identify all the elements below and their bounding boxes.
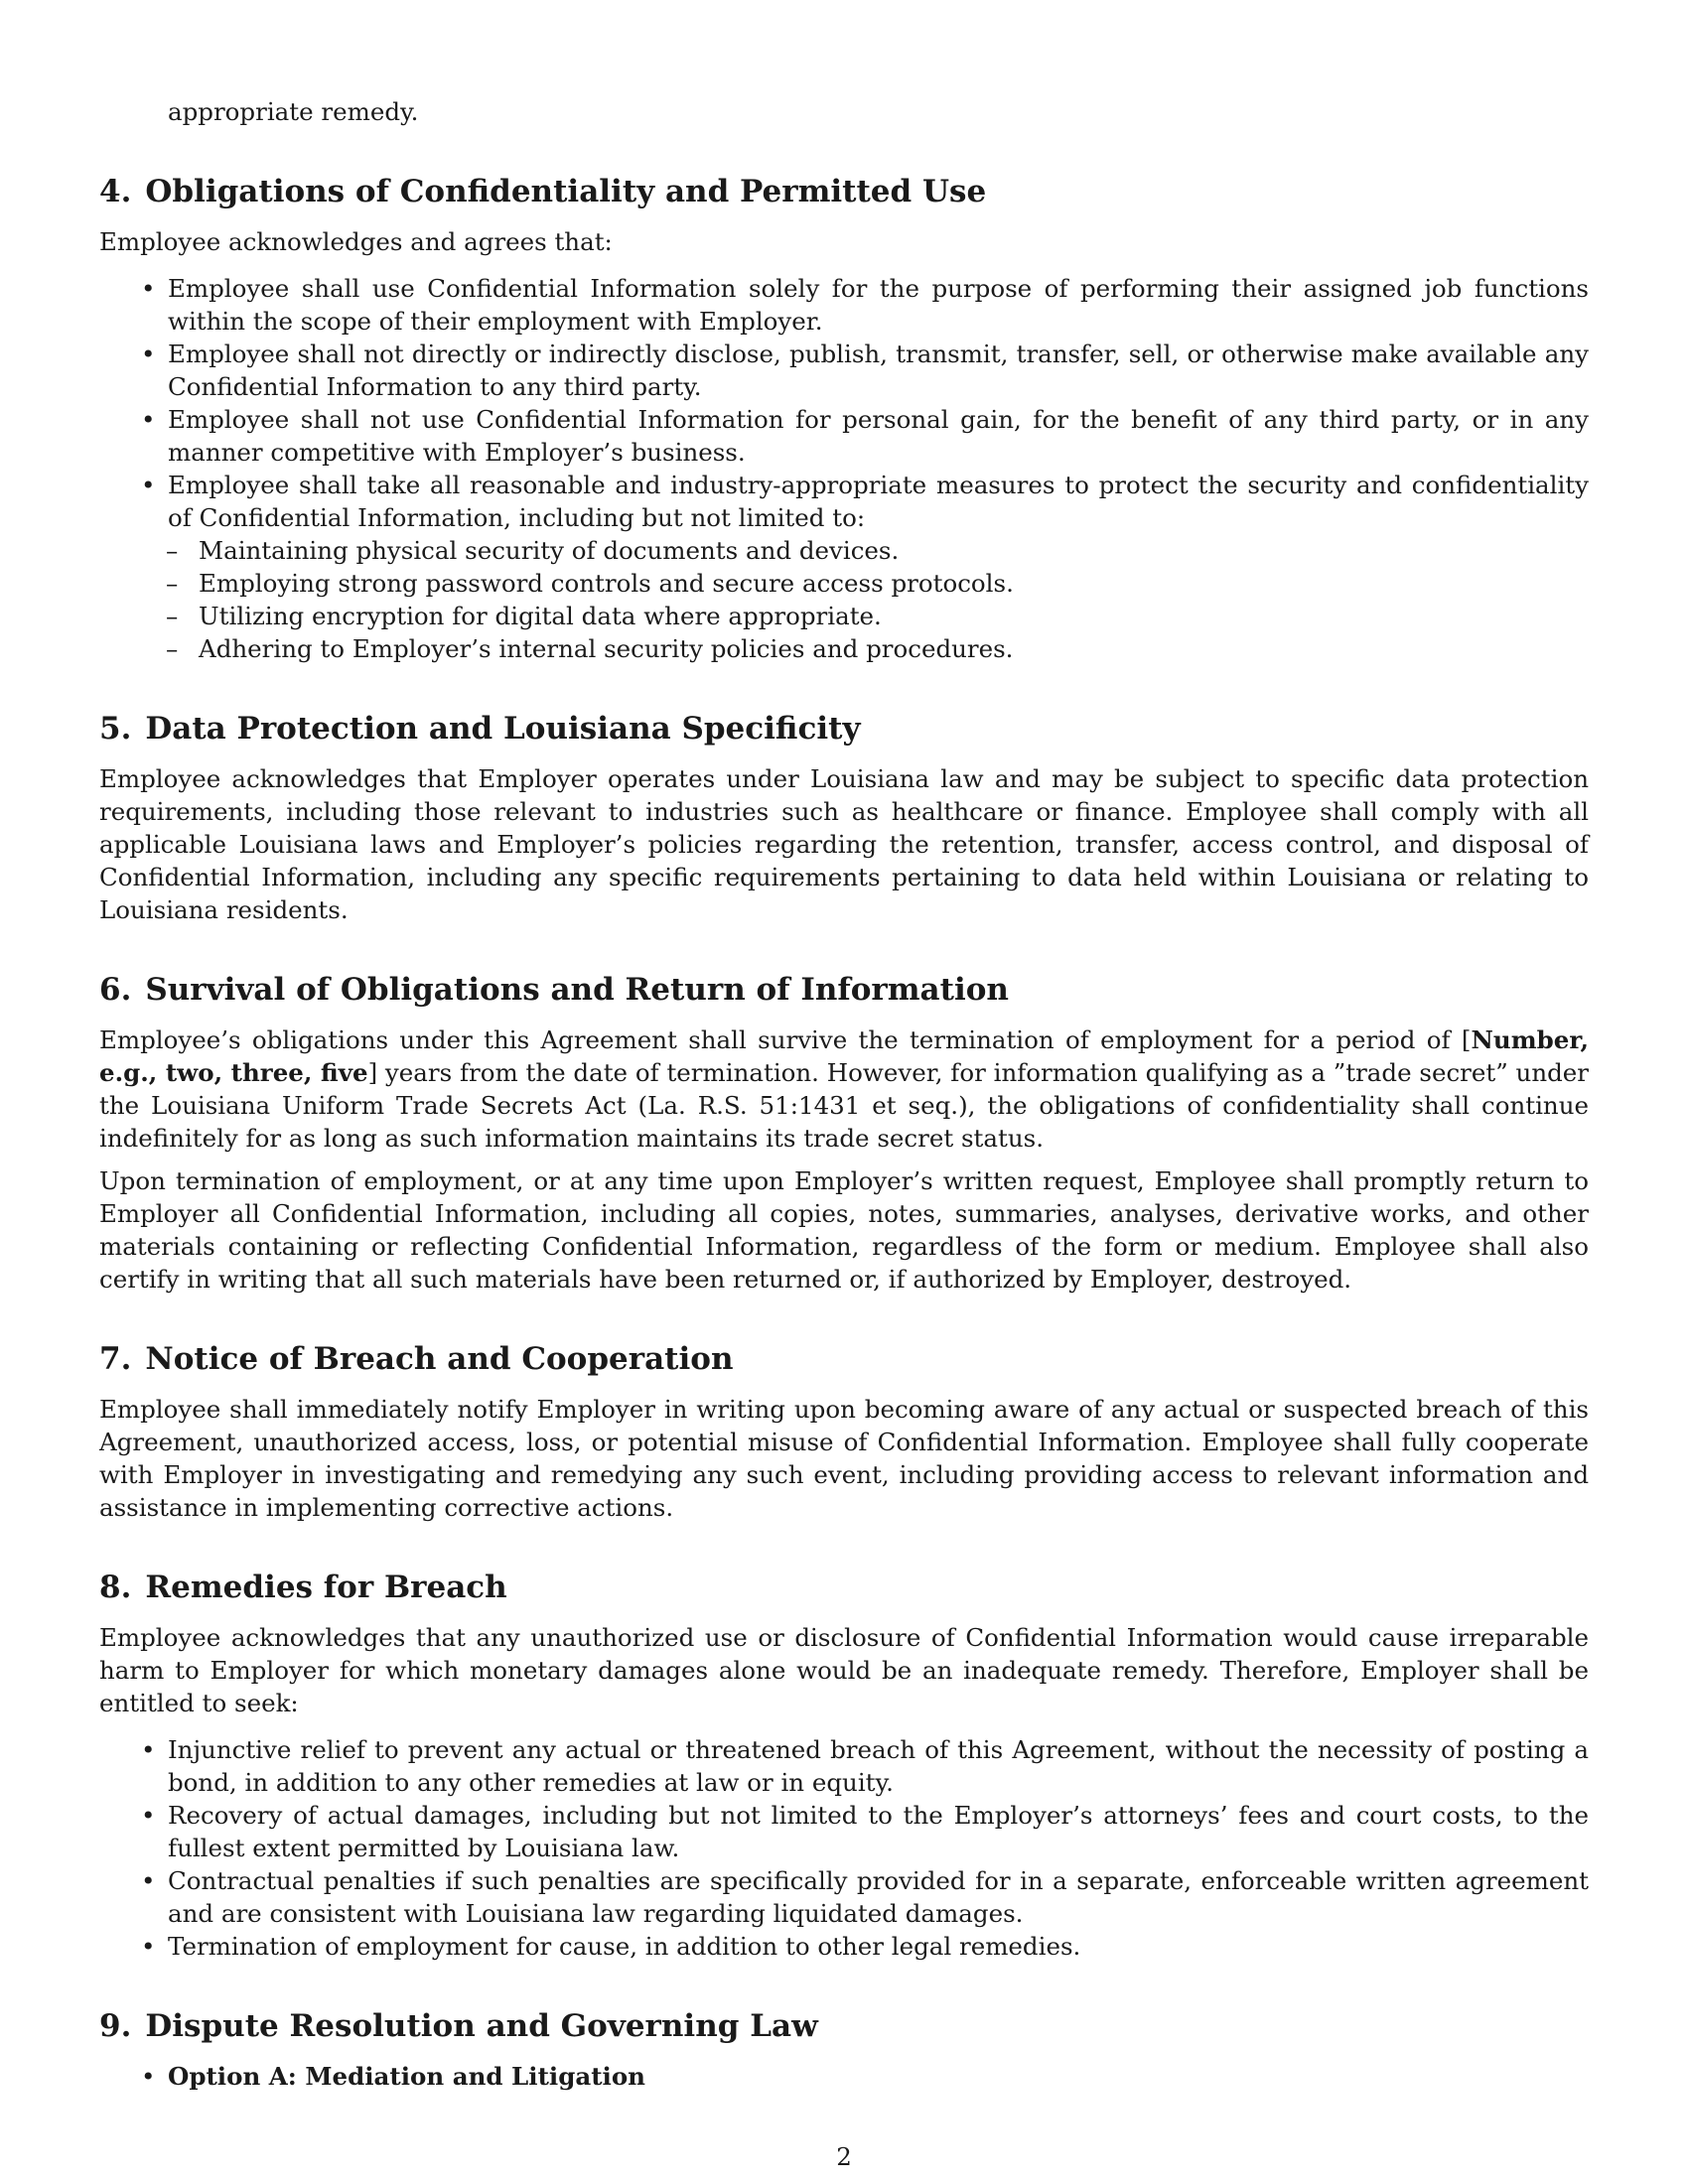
dash-icon: – (166, 569, 179, 598)
section-4 (99, 172, 1589, 665)
section-9 (99, 2006, 1589, 2093)
sub-list-item (138, 567, 1589, 600)
list-item (99, 1864, 1589, 1930)
section-8-heading (99, 1568, 1589, 1607)
sub-list-item-text: Employing strong password controls and secure access protocols. (199, 569, 1014, 598)
list-item (99, 272, 1589, 338)
bullet-icon: • (141, 340, 156, 368)
section-4-intro: Employee acknowledges and agrees that: (99, 227, 613, 256)
bullet-icon: • (141, 274, 156, 303)
bullet-icon: • (141, 1735, 156, 1764)
document-page (99, 95, 1589, 2091)
list-item-text: Employee shall use Confidential Information solely for the purpose of performing their assigned job functions within the scope of their employment with Employer. (168, 274, 1589, 336)
section-5 (99, 709, 1589, 926)
bullet-icon: • (141, 1801, 156, 1830)
section-7-paragraph: Employee shall immediately notify Employer in writing upon becoming aware of any actual or suspected breach of this Agreement, unauthorized access, loss, or potential misuse of Confidential Information. Employee shall fully cooperate with Employer in investigating and remedying any such event, including providing access to relevant information and assistance in implementing corrective actions. (99, 1395, 1589, 1522)
sub-list-item (138, 600, 1589, 632)
section-7-heading (99, 1339, 1589, 1379)
section-7 (99, 1339, 1589, 1524)
section-5-number: 5. (99, 711, 132, 747)
section-5-heading (99, 709, 1589, 749)
continuation-text: appropriate remedy. (168, 97, 419, 126)
section-5-title: Data Protection and Louisiana Specificity (145, 711, 861, 747)
dash-icon: – (166, 536, 179, 565)
section-9-title: Dispute Resolution and Governing Law (145, 2008, 818, 2044)
section-6-placeholder: Number, e.g., two, three, five (99, 1025, 1589, 1087)
section-7-title: Notice of Breach and Cooperation (145, 1341, 734, 1377)
section-4-heading (99, 172, 1589, 211)
list-item (99, 2060, 1589, 2093)
list-item-text: Injunctive relief to prevent any actual or threatened breach of this Agreement, without the necessity of posting a bond, in addition to any other remedies at law or in equity. (168, 1735, 1589, 1797)
section-5-paragraph: Employee acknowledges that Employer operates under Louisiana law and may be subject to specific data protection requirements, including those relevant to industries such as healthcare or finance. Employee shall comply with all applicable Louisiana laws and Employer’s policies regarding the retention, transfer, access control, and disposal of Confidential Information, including any specific requirements pertaining to data held within Louisiana or relating to Louisiana residents. (99, 764, 1589, 924)
bullet-icon: • (141, 1866, 156, 1895)
section-9-list (99, 2060, 1589, 2093)
section-8-number: 8. (99, 1570, 132, 1605)
section-4-title: Obligations of Confidentiality and Permitted Use (145, 174, 987, 209)
list-item-text: Employee shall not directly or indirectly disclose, publish, transmit, transfer, sell, or otherwise make available any Confidential Information to any third party. (168, 340, 1589, 401)
page-number: 2 (836, 2142, 852, 2171)
section-4-sublist (168, 534, 1589, 665)
list-item-text: Employee shall not use Confidential Information for personal gain, for the benefit of any third party, or in any manner competitive with Employer’s business. (168, 405, 1589, 467)
section-6-number: 6. (99, 972, 132, 1008)
list-item (99, 403, 1589, 469)
sub-list-item-text: Adhering to Employer’s internal security policies and procedures. (199, 634, 1014, 663)
section-6-p1-start: Employee’s obligations under this Agreement shall survive the termination of employment for a period of [ (99, 1025, 1472, 1054)
option-a-label: Option A: Mediation and Litigation (168, 2062, 645, 2091)
list-item (99, 1799, 1589, 1864)
sub-list-item (138, 534, 1589, 567)
section-4-list (99, 272, 1589, 665)
section-8-list (99, 1733, 1589, 1963)
list-item-text: Employee shall take all reasonable and industry-appropriate measures to protect the security and confidentiality of Confidential Information, including but not limited to: (168, 471, 1589, 532)
section-6-title: Survival of Obligations and Return of Information (145, 972, 1009, 1008)
sub-list-item-text: Maintaining physical security of documents and devices. (199, 536, 900, 565)
list-item (99, 1930, 1589, 1963)
list-item (99, 469, 1589, 665)
bullet-icon: • (141, 405, 156, 434)
sub-list-item-text: Utilizing encryption for digital data where appropriate. (199, 602, 882, 630)
section-6-paragraph-1 (99, 1024, 1589, 1155)
list-item (99, 1733, 1589, 1799)
section-9-heading (99, 2006, 1589, 2046)
dash-icon: – (166, 634, 179, 663)
section-8-paragraph: Employee acknowledges that any unauthorized use or disclosure of Confidential Information would cause irreparable harm to Employer for which monetary damages alone would be an inadequate remedy. Therefore, Employer shall be entitled to seek: (99, 1623, 1589, 1717)
section-8 (99, 1568, 1589, 1963)
section-4-number: 4. (99, 174, 132, 209)
section-7-number: 7. (99, 1341, 132, 1377)
list-item-text: Contractual penalties if such penalties are specifically provided for in a separate, enforceable written agreement and are consistent with Louisiana law regarding liquidated damages. (168, 1866, 1589, 1928)
section-9-number: 9. (99, 2008, 132, 2044)
section-6 (99, 970, 1589, 1296)
dash-icon: – (166, 602, 179, 630)
list-item-text: Termination of employment for cause, in addition to other legal remedies. (168, 1932, 1081, 1961)
list-item (99, 338, 1589, 403)
section-6-heading (99, 970, 1589, 1010)
section-8-title: Remedies for Breach (145, 1570, 507, 1605)
bullet-icon: • (141, 2062, 156, 2091)
section-6-p1-end: ] years from the date of termination. However, for information qualifying as a ”trade secret” under the Louisiana Uniform Trade Secrets Act (La. R.S. 51:1431 et seq.), the obligations of confidentiality shall continue indefinitely for as long as such information maintains its trade secret status. (99, 1058, 1589, 1153)
list-item-text: Recovery of actual damages, including but not limited to the Employer’s attorneys’ fees and court costs, to the fullest extent permitted by Louisiana law. (168, 1801, 1589, 1862)
section-6-paragraph-2: Upon termination of employment, or at any time upon Employer’s written request, Employee shall promptly return to Employer all Confidential Information, including all copies, notes, summaries, analyses, derivative works, and other materials containing or reflecting Confidential Information, regardless of the form or medium. Employee shall also certify in writing that all such materials have been returned or, if authorized by Employer, destroyed. (99, 1166, 1589, 1294)
sub-list-item (138, 632, 1589, 665)
bullet-icon: • (141, 1932, 156, 1961)
bullet-icon: • (141, 471, 156, 499)
